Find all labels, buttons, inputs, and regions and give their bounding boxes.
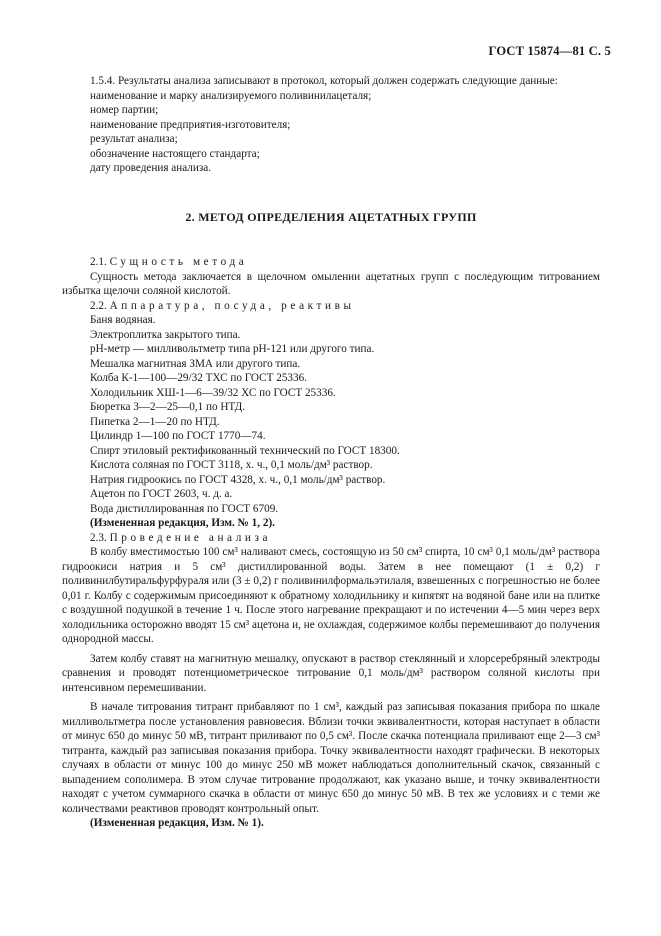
clause-2-2-heading (62, 299, 600, 314)
page-content (62, 74, 600, 831)
section-title: 2. МЕТОД ОПРЕДЕЛЕНИЯ АЦЕТАТНЫХ ГРУПП (185, 209, 477, 224)
clause-heading: Сущность метода (109, 256, 248, 268)
list-item: дату проведения анализа. (90, 162, 212, 174)
list-item: Вода дистиллированная по ГОСТ 6709. (90, 502, 279, 515)
clause-number: 2.1. (90, 256, 107, 268)
page-header: ГОСТ 15874—81 С. 5 (488, 44, 611, 58)
list-item: Мешалка магнитная ЗМА или другого типа. (90, 357, 301, 370)
clause-1-5-4-list (62, 89, 600, 176)
list-item: наименование предприятия-изготовителя; (90, 118, 291, 131)
list-item: обозначение настоящего стандарта; (90, 147, 260, 160)
clause-2-3-paragraph: Затем колбу ставят на магнитную мешалку, опускают в раствор стеклянный и хлорсеребряный электроды сравнения и проводят потенциометрическое титрование 0,1 моль/дм³ раствором соляной кислоты при интенсивном перемешивании. (62, 652, 600, 694)
clause-2-1-text: Сущность метода заключается в щелочном омылении ацетатных групп с последующим титрованием избытка щелочи соляной кислотой. (62, 270, 600, 297)
clause-heading: Проведение анализа (109, 531, 272, 544)
clause-2-3-paragraph: В колбу вместимостью 100 см³ наливают смесь, состоящую из 50 см³ спирта, 10 см³ 0,1 моль/дм³ раствора гидроокиси натрия и 5 см³ дистиллированной воды. Затем в нее помещают (1 ± 0,2) г поливинилбутиральфурфураля или (3 ± 0,2) г поливинилформальэтилаля, взвешенных с погрешностью не более 0,01 г. Колбу с содержимым присоединяют к обратному холодильнику и кипятят на водяной бане или на плитке с воздушной подушкой в течение 1 ч. После этого нагревание прекращают и по истечении 4—5 мин через верх холодильника осторожно вводят 15 см³ ацетона и, не охлаждая, содержимое колбы перемешивают до получения однородной массы. (62, 546, 600, 645)
list-item: Холодильник ХШ-1—6—39/32 ХС по ГОСТ 25336. (90, 386, 336, 399)
revision-note: (Измененная редакция, Изм. № 1, 2). (90, 517, 275, 529)
list-item: Колба К-1—100—29/32 ТХС по ГОСТ 25336. (90, 372, 307, 384)
list-item: Кислота соляная по ГОСТ 3118, х. ч., 0,1 моль/дм³ раствор. (90, 459, 373, 471)
list-item: наименование и марку анализируемого поливинилацеталя; (90, 89, 372, 102)
list-item: Спирт этиловый ректификованный технический по ГОСТ 18300. (90, 444, 400, 457)
clause-2-1-heading (62, 255, 600, 270)
list-item: результат анализа; (90, 133, 178, 145)
clause-number: 2.2. (90, 299, 107, 312)
list-item: pH-метр — милливольтметр типа pH-121 или другого типа. (90, 343, 375, 355)
clause-2-3-paragraph: В начале титрования титрант прибавляют по 1 см³, каждый раз записывая показания прибора по шкале милливольтметра после установления равновесия. Вблизи точки эквивалентности, которая наступает в области от минус 650 до минус 50 мВ, титрант приливают по 0,5 см³. После скачка потенциала приливают еще 2—3 см³ титранта, каждый раз записывая показания прибора. Точку эквивалентности находят графически. В некоторых случаях в области от минус 100 до минус 250 мВ может наблюдаться дополнительный скачок, связанный с выпадением сополимера. В этом случае титрование продолжают, как указано выше, и точку эквивалентности находят с учетом суммарного скачка в области от минус 650 до минус 50 мВ. В тех же условиях и с теми же количествами реактивов проводят контрольный опыт. (62, 701, 600, 815)
list-item: номер партии; (90, 104, 159, 116)
clause-2-3-heading (62, 531, 600, 546)
equipment-list (62, 313, 600, 516)
revision-note: (Измененная редакция, Изм. № 1). (90, 817, 264, 829)
clause-1-5-4-intro: 1.5.4. Результаты анализа записывают в протокол, который должен содержать следующие данные: (90, 75, 558, 87)
list-item: Электроплитка закрытого типа. (90, 328, 241, 341)
list-item: Баня водяная. (90, 314, 156, 326)
list-item: Бюретка 3—2—25—0,1 по НТД. (90, 401, 245, 413)
list-item: Пипетка 2—1—20 по НТД. (90, 415, 220, 428)
list-item: Натрия гидроокись по ГОСТ 4328, х. ч., 0,1 моль/дм³ раствор. (90, 473, 386, 486)
clause-heading: Аппаратура, посуда, реактивы (109, 299, 355, 312)
list-item: Ацетон по ГОСТ 2603, ч. д. а. (90, 488, 233, 500)
list-item: Цилиндр 1—100 по ГОСТ 1770—74. (90, 430, 266, 442)
clause-number: 2.3. (90, 531, 107, 544)
